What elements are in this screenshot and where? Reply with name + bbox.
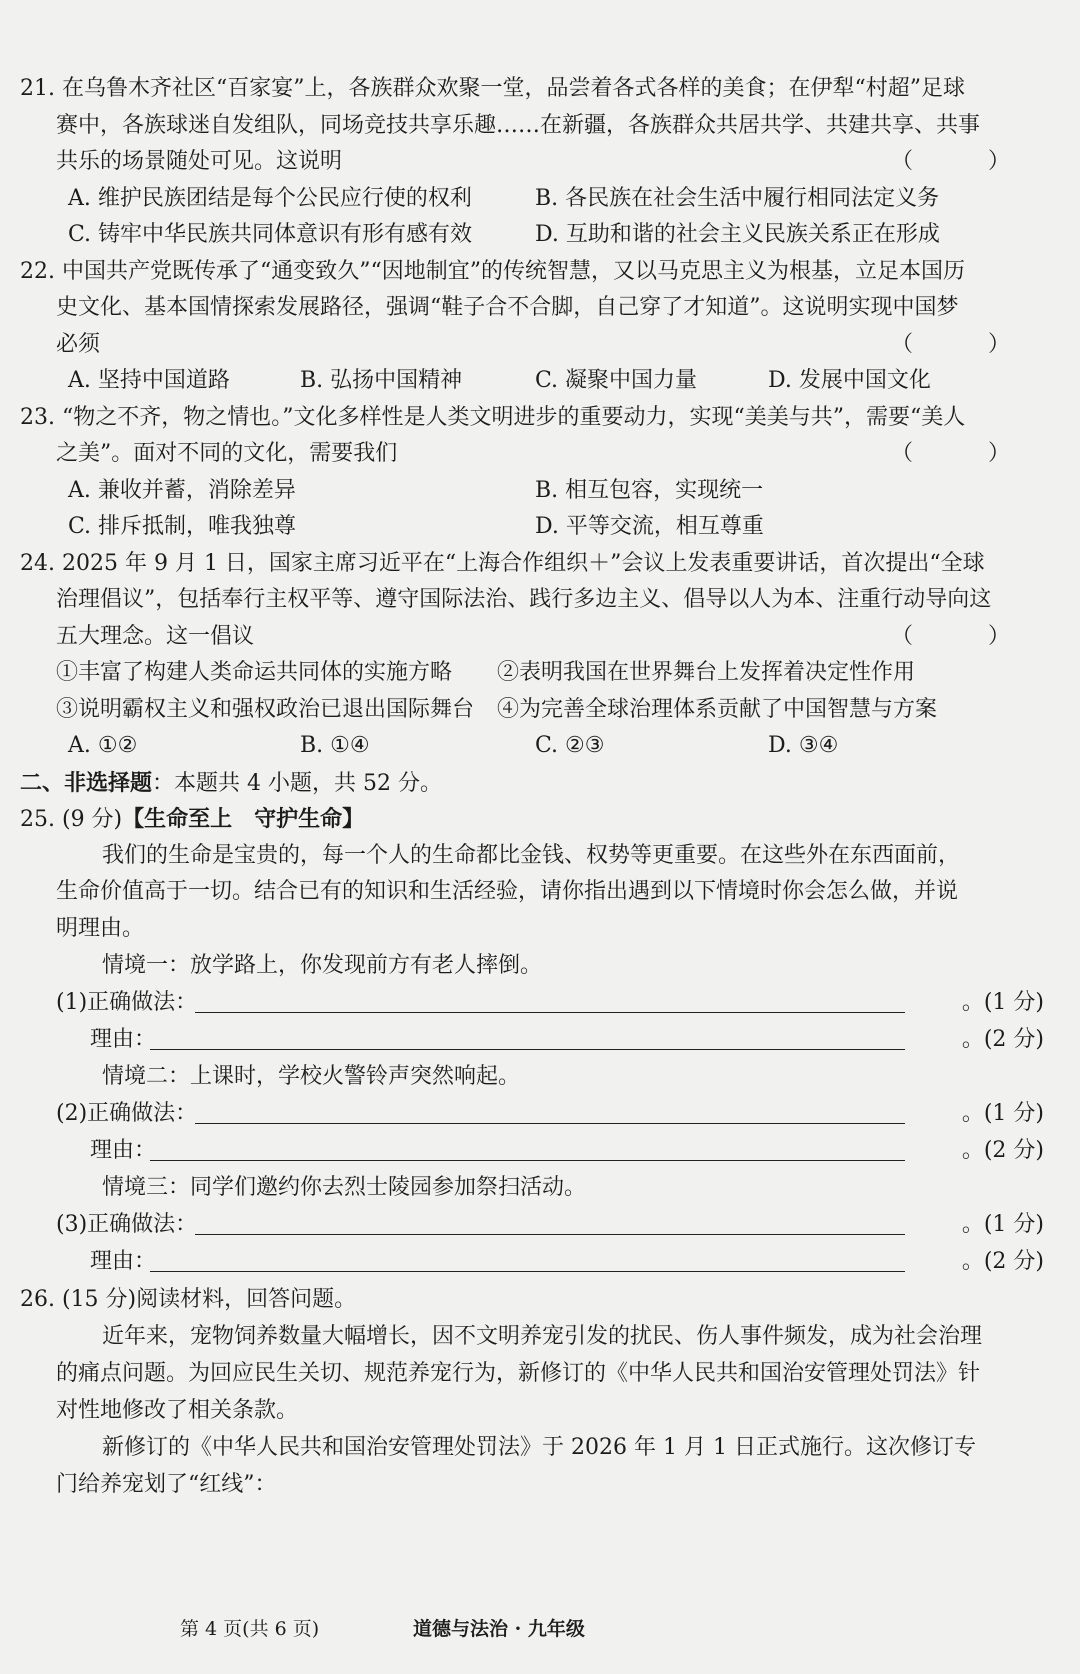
option-b: B. 弘扬中国精神 [300, 368, 463, 393]
option-d: D. 互助和谐的社会主义民族关系正在形成 [535, 222, 940, 247]
answer-blank[interactable] [150, 1136, 905, 1161]
option-a: A. ①② [68, 733, 138, 758]
option-b: B. ①④ [300, 733, 370, 758]
answer-blank[interactable] [150, 1247, 905, 1272]
option-c: C. 排斥抵制，唯我独尊 [68, 514, 297, 539]
page-number: 第 4 页(共 6 页) [180, 1618, 320, 1640]
exam-page: 21. 在乌鲁木齐社区“百家宴”上，各族群众欢聚一堂，品尝着各式各样的美食；在伊犁“村超”足球 赛中，各族球迷自发组队，同场竞技共享乐趣……在新疆，各族群众共居共学、共建共享、共事 共乐的场景随处可见。这说明 （ ） A. 维护民族团结是每个公民应行使的权利 B. 各民族在社会生活中履行相同法定义务 C. 铸牢中华民族共同体意识有形有感有效 D. 互助和谐的社会主义民族关系正在形成 22. 中国共产党既传承了“通变致久”“因地制宜”的传统智慧，又以马克思主义为根基，立足本国历 史文化、基本国情探索发展路径，强调“鞋子合不合脚，自己穿了才知道”。这说明实现中国梦 必须 （ ） A. 坚持中国道路 B. 弘扬中国精神 C. 凝聚中国力量 D. 发展中国文化 23. “物之不齐，物之情也。”文化多样性是人类文明进步的重要动力，实现“美美与共”，需要“美人 之美”。面对不同的文化，需要我们 （ ） A. 兼收并蓄，消除差异 B. 相互包容，实现统一 C. 排斥抵制，唯我独尊 D. 平等交流，相互尊重 24. 2025 年 9 月 1 日，国家主席习近平在“上海合作组织＋”会议上发表重要讲话，首次提出“全球 治理倡议”，包括奉行主权平等、遵守国际法治、践行多边主义、倡导以人为本、注重行动导向这 五大理念。这一倡议 （ ） ①丰富了构建人类命运共同体的实施方略 ②表明我国在世界舞台上发挥着决定性作用 ③说明霸权主义和强权政治已退出国际舞台 ④为完善全球治理体系贡献了中国智慧与方案 A. ①② B. ①④ C. ②③ D. ③④ 二、非选择题：本题共 4 小题，共 52 分。 25. (9 分)【生命至上 守护生命】 我们的生命是宝贵的，每一个人的生命都比金钱、权势等更重要。在这些外在东西面前， 生命价值高于一切。结合已有的知识和生活经验，请你指出遇到以下情境时你会怎么做，并说 明理由。 情境一：放学路上，你发现前方有老人摔倒。 (1)正确做法： 。(1 分) 理由： 。(2 分) 情境二：上课时，学校火警铃声突然响起。 (2)正确做法： 。(1 分) 理由： 。(2 分) 情境三：同学们邀约你去烈士陵园参加祭扫活动。 (3)正确做法： 。(1 分) 理由： 。(2 分) 26. (15 分)阅读材料，回答问题。 近年来，宠物饲养数量大幅增长，因不文明养宠引发的扰民、伤人事件频发，成为社会治理 的痛点问题。为回应民生关切、规范养宠行为，新修订的《中华人民共和国治安管理处罚法》针 对性地修改了相关条款。 新修订的《中华人民共和国治安管理处罚法》于 2026 年 1 月 1 日正式施行。这次修订专 门给养宠划了“红线”： 第 4 页(共 6 页) 道德与法治 · 九年级 [20, 76, 1044, 1640]
option-b: B. 相互包容，实现统一 [535, 478, 764, 503]
statement-1: ①丰富了构建人类命运共同体的实施方略 [56, 660, 453, 685]
option-b: B. 各民族在社会生活中履行相同法定义务 [535, 186, 940, 211]
answer-parentheses: （ ） [891, 149, 1044, 174]
option-a: A. 坚持中国道路 [68, 368, 230, 393]
option-c: C. ②③ [535, 733, 605, 758]
question-number: 25. (9 分) [20, 807, 123, 832]
statement-2: ②表明我国在世界舞台上发挥着决定性作用 [497, 660, 916, 685]
section-title: 二、非选择题 [20, 770, 153, 796]
subject-label: 道德与法治 · 九年级 [413, 1618, 585, 1640]
answer-blank[interactable] [195, 988, 905, 1013]
option-d: D. ③④ [768, 733, 839, 758]
option-d: D. 发展中国文化 [768, 368, 931, 393]
section-description: ：本题共 4 小题，共 52 分。 [152, 771, 442, 796]
option-c: C. 凝聚中国力量 [535, 368, 698, 393]
answer-blank[interactable] [195, 1099, 905, 1124]
answer-parentheses: （ ） [891, 332, 1044, 357]
option-d: D. 平等交流，相互尊重 [535, 514, 764, 539]
answer-blank[interactable] [150, 1025, 905, 1050]
statement-4: ④为完善全球治理体系贡献了中国智慧与方案 [497, 697, 938, 722]
question-topic: 【生命至上 守护生命】 [122, 806, 365, 832]
statement-3: ③说明霸权主义和强权政治已退出国际舞台 [56, 697, 475, 722]
answer-parentheses: （ ） [891, 624, 1044, 649]
answer-blank[interactable] [195, 1210, 905, 1235]
option-a: A. 兼收并蓄，消除差异 [68, 478, 296, 503]
answer-parentheses: （ ） [891, 441, 1044, 466]
option-c: C. 铸牢中华民族共同体意识有形有感有效 [68, 222, 473, 247]
option-a: A. 维护民族团结是每个公民应行使的权利 [68, 186, 472, 211]
